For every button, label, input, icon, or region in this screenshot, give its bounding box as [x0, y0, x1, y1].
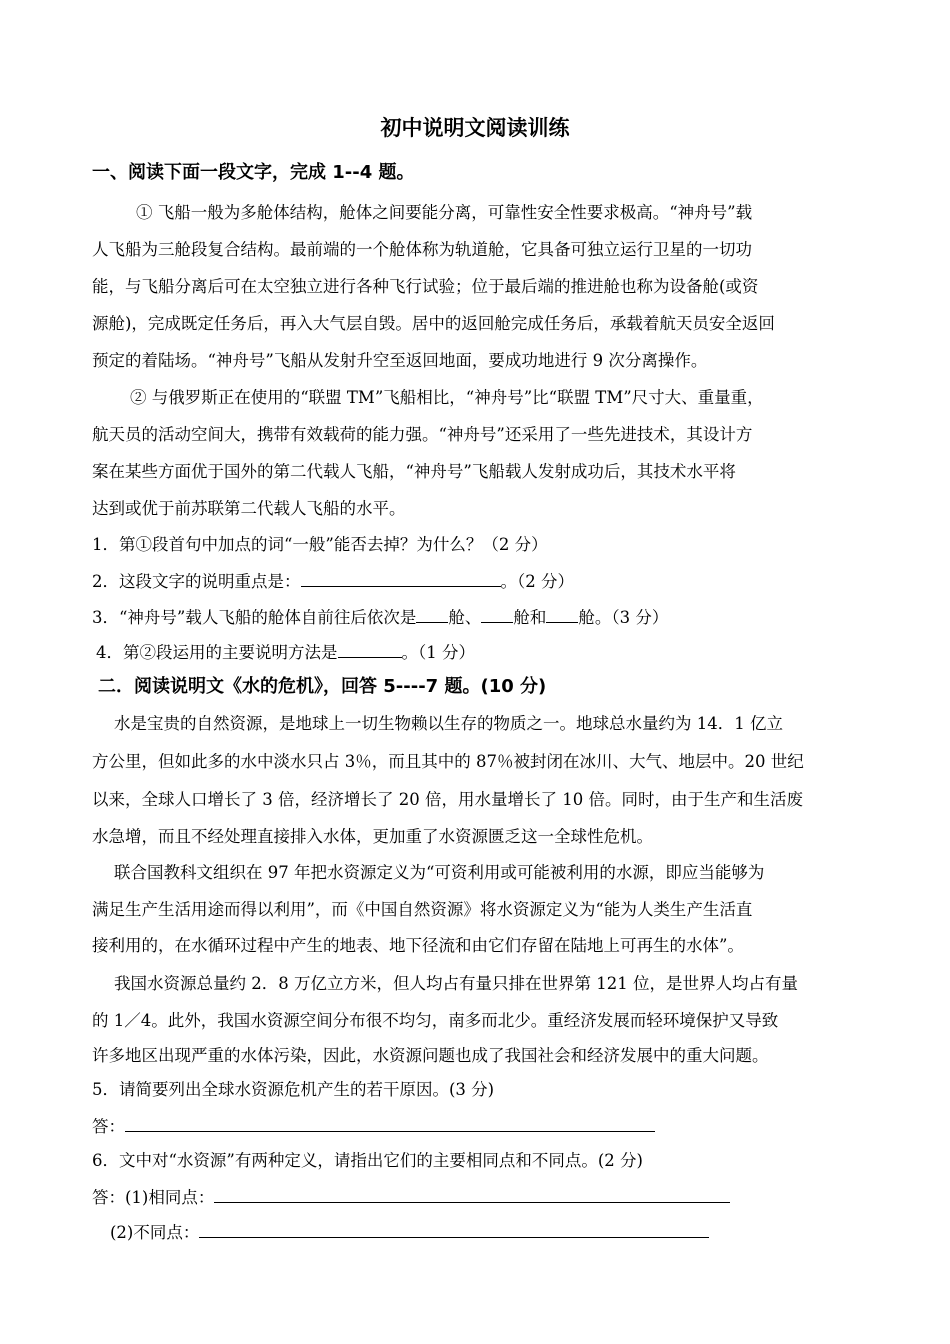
passage2-line: 许多地区出现严重的水体污染，因此，水资源问题也成了我国社会和经济发展中的重大问题。: [92, 1046, 769, 1065]
answer-blank[interactable]: [125, 1115, 655, 1132]
passage1-line: 能，与飞船分离后可在太空独立进行各种飞行试验；位于最后端的推进舱也称为设备舱(或资: [92, 277, 759, 296]
passage2-line: 联合国教科文组织在 97 年把水资源定义为“可资利用或可能被利用的水源，即应当能够为: [114, 863, 765, 882]
answer-blank[interactable]: [214, 1186, 730, 1203]
question-2-text: 2．这段文字的说明重点是：: [92, 572, 301, 591]
passage1-line: 预定的着陆场。“神舟号”飞船从发射升空至返回地面，要成功地进行 9 次分离操作。: [92, 351, 708, 370]
page-title: 初中说明文阅读训练: [380, 116, 570, 140]
question-6-same: [92, 1186, 730, 1208]
answer-label: 答：: [92, 1117, 125, 1136]
passage2-line: 水急增，而且不经处理直接排入水体，更加重了水资源匮乏这一全球性危机。: [92, 827, 653, 846]
section2-heading: 二．阅读说明文《水的危机》，回答 5----7 题。(10 分): [98, 676, 547, 697]
answer-blank[interactable]: [546, 606, 578, 623]
passage1-line: ① 飞船一般为多舱体结构，舱体之间要能分离，可靠性安全性要求极高。“神舟号”载: [136, 203, 753, 222]
question-3-part: 舱、: [448, 608, 482, 627]
answer-blank[interactable]: [301, 570, 501, 587]
question-6: 6．文中对“水资源”有两种定义，请指出它们的主要相同点和不同点。(2 分): [92, 1151, 643, 1170]
passage2-line: 方公里，但如此多的水中淡水只占 3％，而且其中的 87％被封闭在冰川、大气、地层中。20 世纪: [92, 752, 804, 771]
answer-label: (2)不同点：: [110, 1223, 200, 1242]
passage1-line: 航天员的活动空间大，携带有效载荷的能力强。“神舟号”还采用了一些先进技术，其设计方: [92, 425, 753, 444]
passage2-line: 以来，全球人口增长了 3 倍，经济增长了 20 倍，用水量增长了 10 倍。同时，由于生产和生活废: [92, 790, 803, 809]
question-1: 1．第①段首句中加点的词“一般”能否去掉？为什么？（2 分）: [92, 535, 548, 554]
passage1-line: 源舱)，完成既定任务后，再入大气层自毁。居中的返回舱完成任务后，承载着航天员安全返回: [92, 314, 775, 333]
question-5: 5．请简要列出全球水资源危机产生的若干原因。(3 分): [92, 1080, 495, 1099]
passage2-line: 水是宝贵的自然资源，是地球上一切生物赖以生存的物质之一。地球总水量约为 14．1 亿立: [114, 714, 783, 733]
answer-blank[interactable]: [338, 641, 402, 658]
question-3-text: 3．“神舟号”载人飞船的舱体自前往后依次是: [92, 608, 417, 627]
passage2-line: 接利用的，在水循环过程中产生的地表、地下径流和由它们存留在陆地上可再生的水体”。: [92, 936, 744, 955]
passage1-line: 案在某些方面优于国外的第二代载人飞船，“神舟号”飞船载人发射成功后，其技术水平将: [92, 462, 736, 481]
passage1-line: 达到或优于前苏联第二代载人飞船的水平。: [92, 499, 406, 518]
question-6-diff: [110, 1221, 709, 1243]
question-2: [92, 570, 574, 592]
question-3: [92, 606, 668, 628]
question-3-part: 舱和: [513, 608, 547, 627]
passage1-line: ② 与俄罗斯正在使用的“联盟 TM”飞船相比，“神舟号”比“联盟 TM”尺寸大、重量重，: [130, 388, 764, 407]
answer-blank[interactable]: [416, 606, 448, 623]
passage2-line: 我国水资源总量约 2．8 万亿立方米，但人均占有量只排在世界第 121 位，是世界人均占有量: [114, 974, 798, 993]
answer-blank[interactable]: [481, 606, 513, 623]
question-2-points: 。（2 分）: [500, 572, 574, 591]
question-3-part: 舱。（3 分）: [578, 608, 669, 627]
answer-label: 答：(1)相同点：: [92, 1188, 215, 1207]
question-4-text: 4．第②段运用的主要说明方法是: [96, 643, 338, 662]
passage2-line: 满足生产生活用途而得以利用”，而《中国自然资源》将水资源定义为“能为人类生产生活直: [92, 900, 753, 919]
passage1-line: 人飞船为三舱段复合结构。最前端的一个舱体称为轨道舱，它具备可独立运行卫星的一切功: [92, 240, 752, 259]
section1-heading: 一、阅读下面一段文字，完成 1--4 题。: [92, 162, 415, 183]
question-5-answer: [92, 1115, 655, 1137]
question-4-points: 。（1 分）: [401, 643, 475, 662]
passage2-line: 的 1／4。此外，我国水资源空间分布很不均匀，南多而北少。重经济发展而轻环境保护又导致: [92, 1011, 779, 1030]
answer-blank[interactable]: [199, 1221, 709, 1238]
question-4: [96, 641, 475, 663]
